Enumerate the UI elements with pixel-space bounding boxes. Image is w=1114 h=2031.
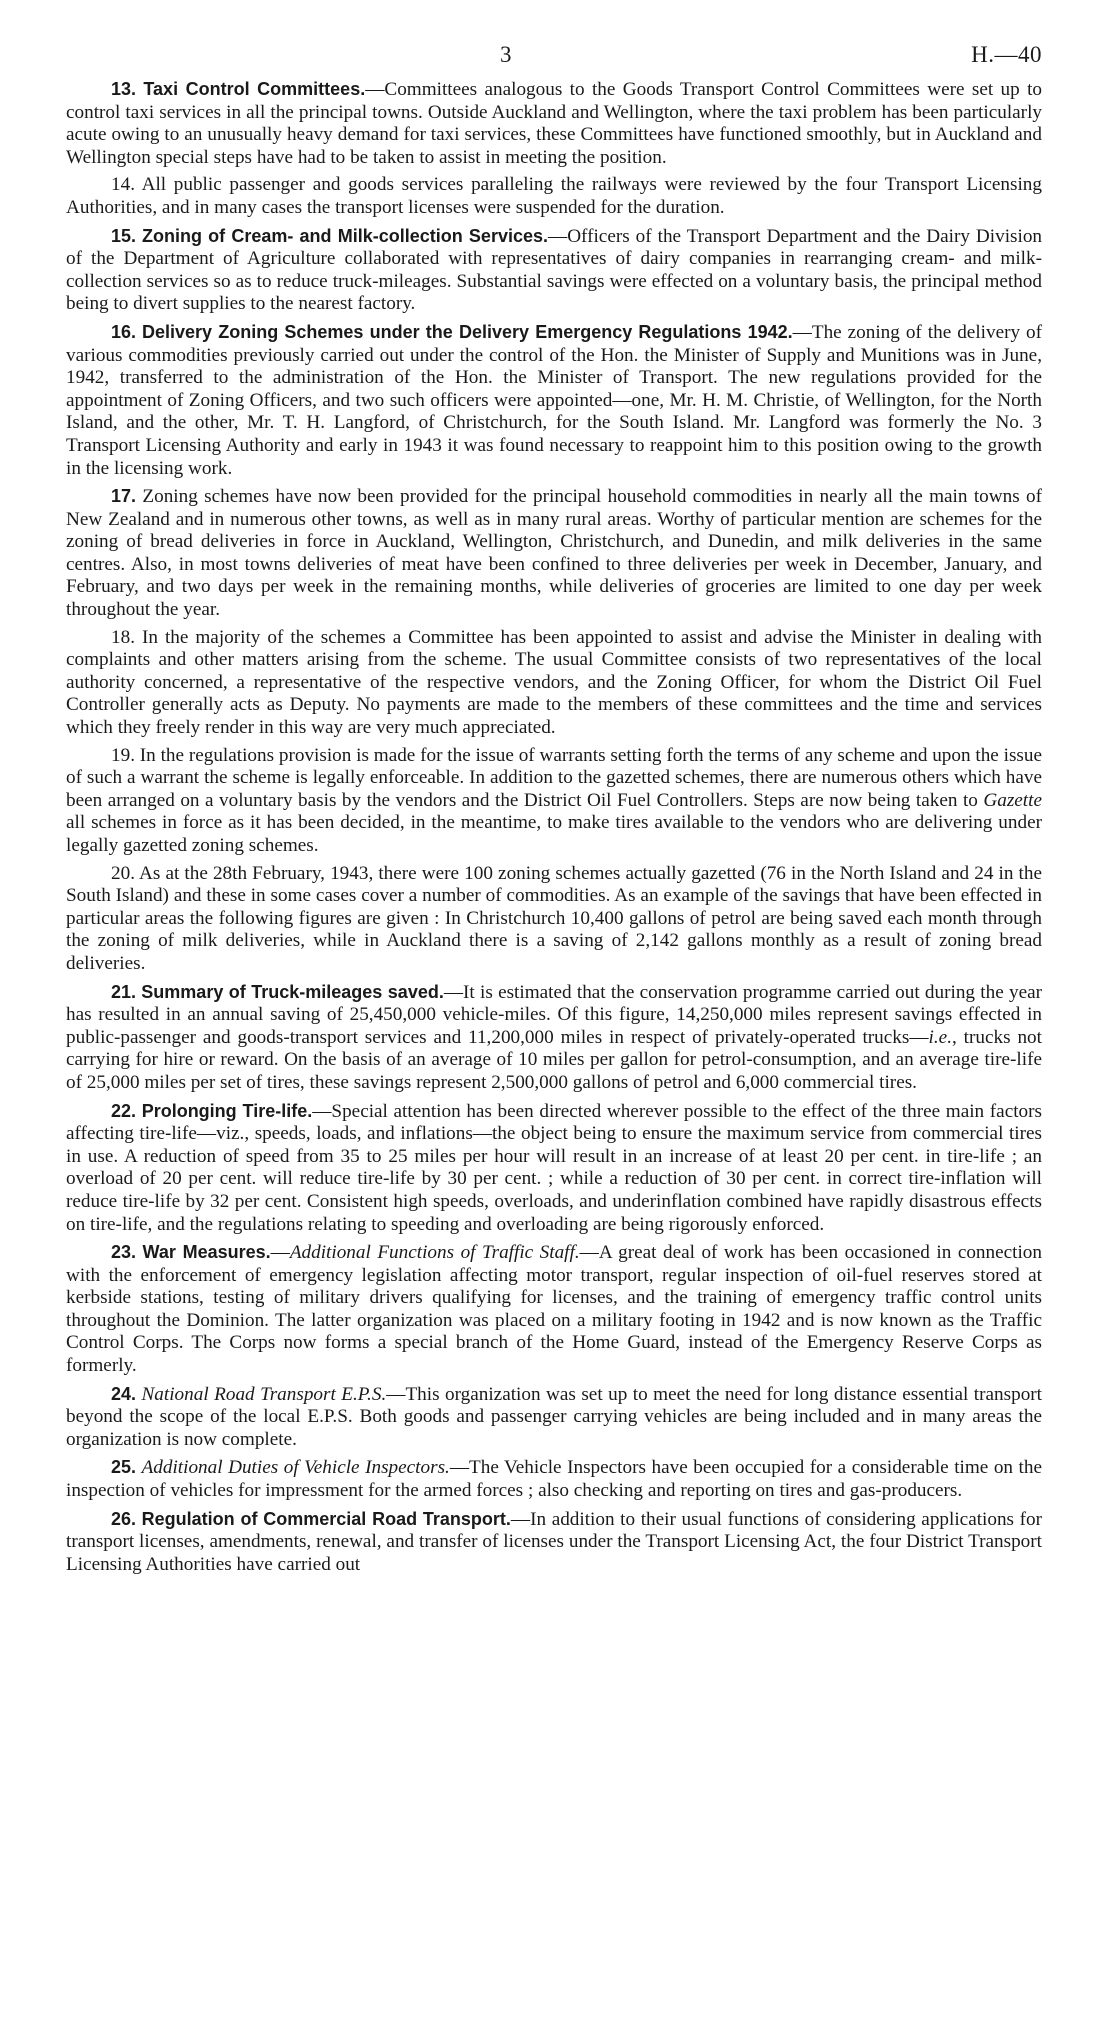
- paragraph-text: Zoning schemes have now been provided for the principal household commodities in nearly all the main towns of New Zealand and in numerous other towns, as well as in many rural areas. Worthy of particular mention are schemes for the zoning of bread deliveries in force in Auckland, Wellington, Christchurch, and Dunedin, and milk deliveries in the same centres. Also, in most towns deliveries of meat have been confined to three deliveries per week in December, January, and February, and two days per week in the remaining months, while deliveries of groceries are limited to one day per week throughout the year.: [66, 486, 1042, 621]
- section-heading: Taxi Control Committees.: [143, 79, 366, 99]
- paragraph-text: As at the 28th February, 1943, there were 100 zoning schemes actually gazetted (76 in the North Island and 24 in the South Island) and these in some cases cover a number of commodities. As an example of the savings that have been effected in particular areas the following figures are given : In Christchurch 10,400 gallons of petrol are being saved each month through the zoning of milk deliveries, while in Auckland there is a saving of 2,142 gallons monthly as a result of zoning bread deliveries.: [66, 862, 1042, 974]
- dash: —: [270, 1242, 290, 1264]
- paragraph-16: [66, 321, 1042, 480]
- paragraph-text: —The zoning of the delivery of various commodities previously carried out under the control of the Hon. the Minister of Supply and Munitions was in June, 1942, transferred to the administration of the Hon. the Minister of Transport. The new regulations provided for the appointment of Zoning Officers, and two such officers were appointed—one, Mr. H. M. Christie, of Wellington, for the North Island, and the other, Mr. T. H. Langford, of Christchurch, for the South Island. Mr. Langford was formerly the No. 3 Transport Licensing Authority and early in 1943 it was found necessary to reappoint him to this position owing to the growth in the licensing work.: [66, 321, 1043, 479]
- paragraph-number: 26.: [111, 1508, 137, 1529]
- paragraph-text: In the regulations provision is made for the issue of warrants setting forth the terms of any scheme and upon the issue of such a warrant the scheme is legally enforceable. In addition to the gazetted schemes, there are numerous others which have been arranged on a voluntary basis by the vendors and the District Oil Fuel Controllers. Steps are now being taken to: [66, 744, 1043, 811]
- section-heading: Summary of Truck-mileages saved.: [141, 981, 444, 1002]
- italic-subheading: National Road Transport E.P.S.: [141, 1383, 387, 1405]
- paragraph-number: 18.: [111, 626, 135, 648]
- paragraph-text: —Special attention has been directed wherever possible to the effect of the three main factors affecting tire-life—viz., speeds, loads, and inflations—the object being to ensure the maximum service from commercial tires in use. A reduction of speed from 35 to 25 miles per hour will result in an increase of at least 20 per cent. in tire-life ; an overload of 20 per cent. will reduce tire-life by 30 per cent. ; while a reduction of 30 per cent. in correct tire-inflation will reduce tire-life by 32 per cent. Consistent high speeds, overloads, and underinflation combined have rapidly disastrous effects on tire-life, and the regulations relating to speeding and overloading are being rigorously enforced.: [66, 1100, 1042, 1235]
- paragraph-text: , trucks not carrying for hire or reward. On the basis of an average of 10 miles per gallon for petrol-consumption, and an average tire-life of 25,000 miles per set of tires, these savings represent 2,500,000 gallons of petrol and 6,000 commercial tires.: [66, 1026, 1042, 1093]
- section-heading: Delivery Zoning Schemes under the Delivery Emergency Regulations 1942.: [142, 321, 793, 342]
- paragraph-text: —A great deal of work has been occasioned in connection with the enforcement of emergency legislation affecting motor transport, regular inspection of oil-fuel reserves stored at kerbside stations, testing of military drivers qualifying for licenses, and the training of emergency traffic control units throughout the Dominion. The latter organization was placed on a military footing in 1942 and is now known as the Traffic Control Corps. The Corps now forms a special branch of the Home Guard, instead of the Emergency Reserve Corps as formerly.: [66, 1242, 1042, 1377]
- paragraph-17: [66, 485, 1042, 622]
- italic-text: i.e.: [928, 1026, 952, 1048]
- paragraph-text: —The Vehicle Inspectors have been occupied for a considerable time on the inspection of vehicles for impressment for the armed forces ; also checking and reporting on tires and gas-producers.: [66, 1457, 1042, 1502]
- paragraph-text: —It is estimated that the conservation programme carried out during the year has resulted in an annual saving of 25,450,000 vehicle-miles. Of this figure, 14,250,000 miles represent savings effected in public-passenger and goods-transport services and 11,200,000 miles in respect of privately-operated trucks—: [66, 981, 1043, 1048]
- paragraph-18: [66, 627, 1042, 740]
- paragraph-19: [66, 745, 1042, 858]
- paragraph-text: In the majority of the schemes a Committee has been appointed to assist and advise the Minister in dealing with complaints and other matters arising from the scheme. The usual Committee consists of two representatives of the local authority concerned, a representative of the respective vendors, and the Zoning Officer, for whom the District Oil Fuel Controller generally acts as Deputy. No payments are made to the members of these committees and the time and services which they freely render in this way are very much appreciated.: [66, 626, 1043, 739]
- paragraph-text: —Officers of the Transport Department and the Dairy Division of the Department of Agriculture collaborated with representatives of dairy companies in rearranging cream- and milk-collection services so as to reduce truck-mileages. Substantial savings were effected on a voluntary basis, the principal method being to divert supplies to the nearest factory.: [66, 225, 1043, 315]
- paragraph-number: 14.: [111, 174, 135, 196]
- paragraph-number: 15.: [111, 225, 137, 246]
- paragraph-number: 23.: [111, 1242, 137, 1263]
- paragraph-number: 17.: [111, 486, 137, 507]
- section-heading: Regulation of Commercial Road Transport.: [141, 1508, 511, 1529]
- paragraph-number: 19.: [111, 744, 135, 766]
- paragraph-15: [66, 225, 1042, 316]
- paragraph-number: 24.: [111, 1383, 137, 1404]
- italic-text: Gazette: [983, 789, 1042, 811]
- paragraph-22: [66, 1100, 1042, 1237]
- paragraph-number: 13.: [111, 79, 137, 99]
- paragraph-text: —This organization was set up to meet the need for long distance essential transport beyond the scope of the local E.P.S. Both goods and passenger carrying vehicles are being included and in many areas the organization is now complete.: [66, 1383, 1043, 1450]
- paragraph-21: [66, 981, 1042, 1095]
- paragraph-text: all schemes in force as it has been decided, in the meantime, to make tires available to the vendors who are delivering under legally gazetted zoning schemes.: [66, 812, 1042, 856]
- page-header: [66, 44, 1042, 78]
- paragraph-24: [66, 1383, 1042, 1452]
- italic-subheading: Additional Functions of Traffic Staff.: [289, 1242, 580, 1264]
- italic-subheading: Additional Duties of Vehicle Inspectors.: [141, 1457, 450, 1479]
- paragraph-number: 25.: [111, 1457, 137, 1478]
- paragraph-26: [66, 1508, 1042, 1577]
- paragraph-text: All public passenger and goods services paralleling the railways were reviewed by the four Transport Licensing Authorities, and in many cases the transport licenses were suspended for the duration.: [66, 174, 1042, 218]
- document-code: H.—40: [971, 42, 1042, 67]
- paragraph-text: —Committees analogous to the Goods Transport Control Committees were set up to control taxi services in all the principal towns. Outside Auckland and Wellington, where the taxi problem has been particularly acute owing to an unusually heavy demand for taxi services, these Committees have functioned smoothly, but in Auckland and Wellington special steps have had to be taken to assist in meeting the position.: [66, 79, 1042, 168]
- paragraph-number: 21.: [111, 981, 137, 1002]
- document-page: [66, 44, 1042, 1581]
- page-number: 3: [500, 42, 512, 67]
- paragraph-23: [66, 1241, 1042, 1378]
- section-heading: War Measures.: [142, 1242, 271, 1263]
- paragraph-number: 22.: [111, 1100, 137, 1121]
- paragraph-20: [66, 863, 1042, 976]
- paragraph-number: 20.: [111, 862, 135, 884]
- paragraph-25: [66, 1456, 1042, 1502]
- paragraph-14: [66, 174, 1042, 219]
- paragraph-number: 16.: [111, 321, 137, 342]
- paragraph-13: [66, 78, 1042, 169]
- paragraph-text: —In addition to their usual functions of considering applications for transport licenses, amendments, renewal, and transfer of licenses under the Transport Licensing Act, the four District Transport Licensing Authorities have carried out: [66, 1508, 1042, 1575]
- section-heading: Zoning of Cream- and Milk-collection Services.: [142, 225, 548, 246]
- section-heading: Prolonging Tire-life.: [141, 1100, 313, 1121]
